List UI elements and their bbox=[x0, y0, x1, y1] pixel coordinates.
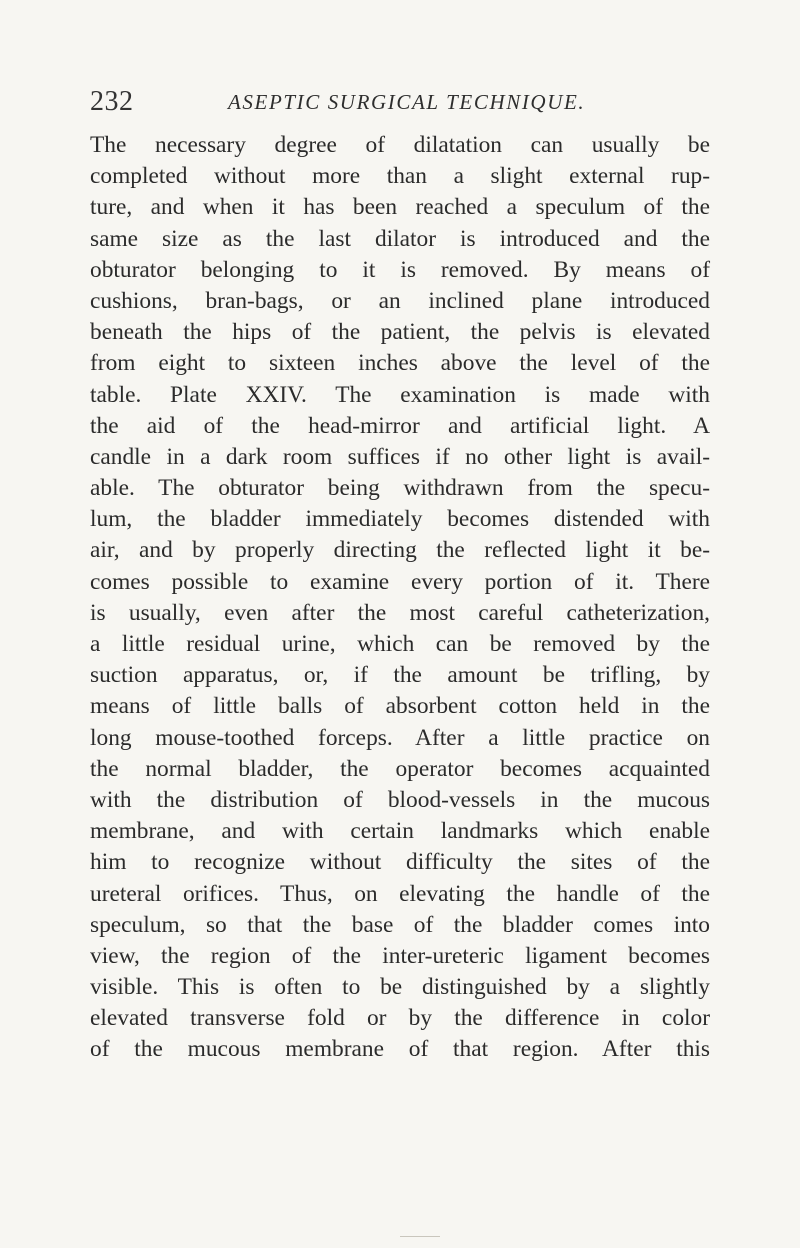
text-line: table. Plate XXIV. The examination is made with bbox=[90, 381, 710, 408]
running-head bbox=[90, 86, 710, 126]
text-line: membrane, and with certain landmarks which enable bbox=[90, 818, 710, 845]
text-line: elevated transverse fold or by the difference in color bbox=[90, 1005, 710, 1032]
text-line: view, the region of the inter-ureteric ligament becomes bbox=[90, 942, 710, 969]
text-line: a little residual urine, which can be removed by the bbox=[90, 631, 710, 657]
text-line: speculum, so that the base of the bladder comes into bbox=[90, 911, 710, 938]
text-line: completed without more than a slight external rup- bbox=[90, 163, 710, 190]
text-line: means of little balls of absorbent cotton held in the bbox=[90, 693, 710, 720]
text-line: candle in a dark room suffices if no other light is avail- bbox=[90, 443, 710, 470]
page-number: 232 bbox=[90, 86, 134, 117]
text-line: lum, the bladder immediately becomes distended with bbox=[90, 506, 710, 533]
text-line: the aid of the head-mirror and artificial light. A bbox=[90, 412, 710, 439]
text-line: obturator belonging to it is removed. By means of bbox=[90, 256, 710, 283]
running-title: ASEPTIC SURGICAL TECHNIQUE. bbox=[228, 90, 586, 114]
text-line: the normal bladder, the operator becomes acquainted bbox=[90, 755, 710, 782]
text-line: comes possible to examine every portion of it. There bbox=[90, 568, 710, 595]
text-line: long mouse-toothed forceps. After a little practice on bbox=[90, 724, 710, 751]
text-line: able. The obturator being withdrawn from the specu- bbox=[90, 475, 710, 502]
text-line: is usually, even after the most careful catheterization, bbox=[90, 599, 710, 626]
text-line: cushions, bran-bags, or an inclined plane introduced bbox=[90, 287, 710, 314]
text-line: same size as the last dilator is introduced and the bbox=[90, 225, 710, 252]
text-line: suction apparatus, or, if the amount be trifling, by bbox=[90, 662, 710, 689]
page-edge-mark bbox=[400, 1236, 440, 1237]
text-line: of the mucous membrane of that region. After this bbox=[90, 1036, 710, 1063]
text-line: with the distribution of blood-vessels in the mucous bbox=[90, 786, 710, 813]
body-paragraph bbox=[90, 130, 710, 1066]
text-line: visible. This is often to be distinguished by a slightly bbox=[90, 974, 710, 1001]
text-line: ureteral orifices. Thus, on elevating the handle of the bbox=[90, 880, 710, 907]
text-line: air, and by properly directing the reflected light it be- bbox=[90, 537, 710, 564]
text-line: from eight to sixteen inches above the level of the bbox=[90, 350, 710, 377]
text-line: ture, and when it has been reached a speculum of the bbox=[90, 194, 710, 221]
text-line: The necessary degree of dilatation can usually be bbox=[90, 132, 710, 158]
text-line: him to recognize without difficulty the sites of the bbox=[90, 849, 710, 876]
text-line: beneath the hips of the patient, the pelvis is elevated bbox=[90, 319, 710, 346]
